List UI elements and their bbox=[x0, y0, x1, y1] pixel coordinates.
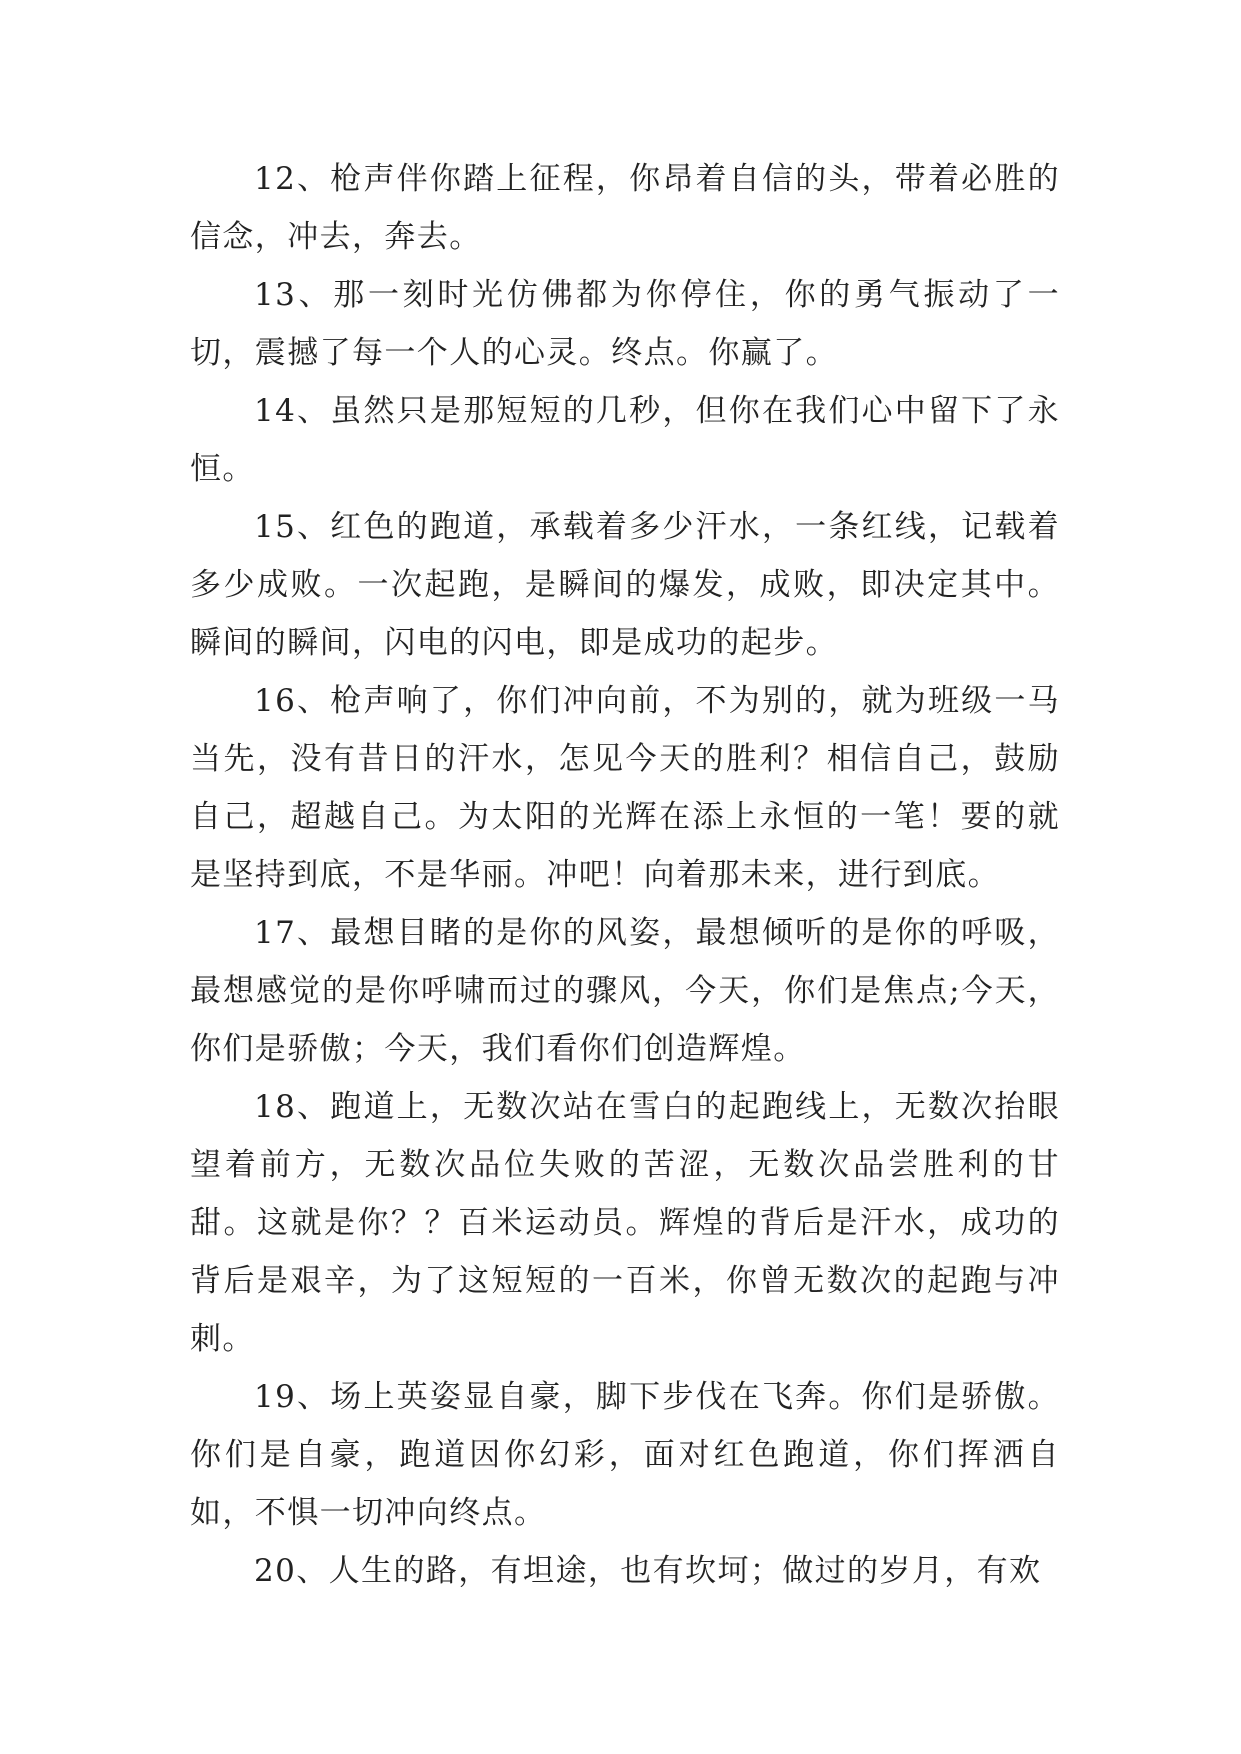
paragraph-16: 16、枪声响了，你们冲向前，不为别的，就为班级一马当先，没有昔日的汗水，怎见今天的胜利？相信自己，鼓励自己，超越自己。为太阳的光辉在添上永恒的一笔！要的就是坚持到底，不是华丽。冲吧！向着那未来，进行到底。 bbox=[190, 683, 1060, 893]
paragraph-19: 19、场上英姿显自豪，脚下步伐在飞奔。你们是骄傲。你们是自豪，跑道因你幻彩，面对红色跑道，你们挥洒自如，不惧一切冲向终点。 bbox=[190, 1379, 1060, 1531]
document-body bbox=[190, 150, 1060, 1600]
paragraph-14: 14、虽然只是那短短的几秒，但你在我们心中留下了永恒。 bbox=[190, 393, 1060, 487]
paragraph-18: 18、跑道上，无数次站在雪白的起跑线上，无数次抬眼望着前方，无数次品位失败的苦涩，无数次品尝胜利的甘甜。这就是你？？百米运动员。辉煌的背后是汗水，成功的背后是艰辛，为了这短短的一百米，你曾无数次的起跑与冲刺。 bbox=[190, 1089, 1060, 1357]
paragraph-12: 12、枪声伴你踏上征程，你昂着自信的头，带着必胜的信念，冲去，奔去。 bbox=[190, 161, 1060, 255]
paragraph-20: 20、人生的路，有坦途，也有坎坷；做过的岁月，有欢 bbox=[254, 1553, 1042, 1589]
paragraph-15: 15、红色的跑道，承载着多少汗水，一条红线，记载着多少成败。一次起跑，是瞬间的爆发，成败，即决定其中。瞬间的瞬间，闪电的闪电，即是成功的起步。 bbox=[190, 509, 1060, 661]
paragraph-13: 13、那一刻时光仿佛都为你停住，你的勇气振动了一切，震撼了每一个人的心灵。终点。你赢了。 bbox=[190, 277, 1060, 371]
paragraph-17: 17、最想目睹的是你的风姿，最想倾听的是你的呼吸，最想感觉的是你呼啸而过的骤风，今天，你们是焦点;今天，你们是骄傲；今天，我们看你们创造辉煌。 bbox=[190, 915, 1060, 1067]
